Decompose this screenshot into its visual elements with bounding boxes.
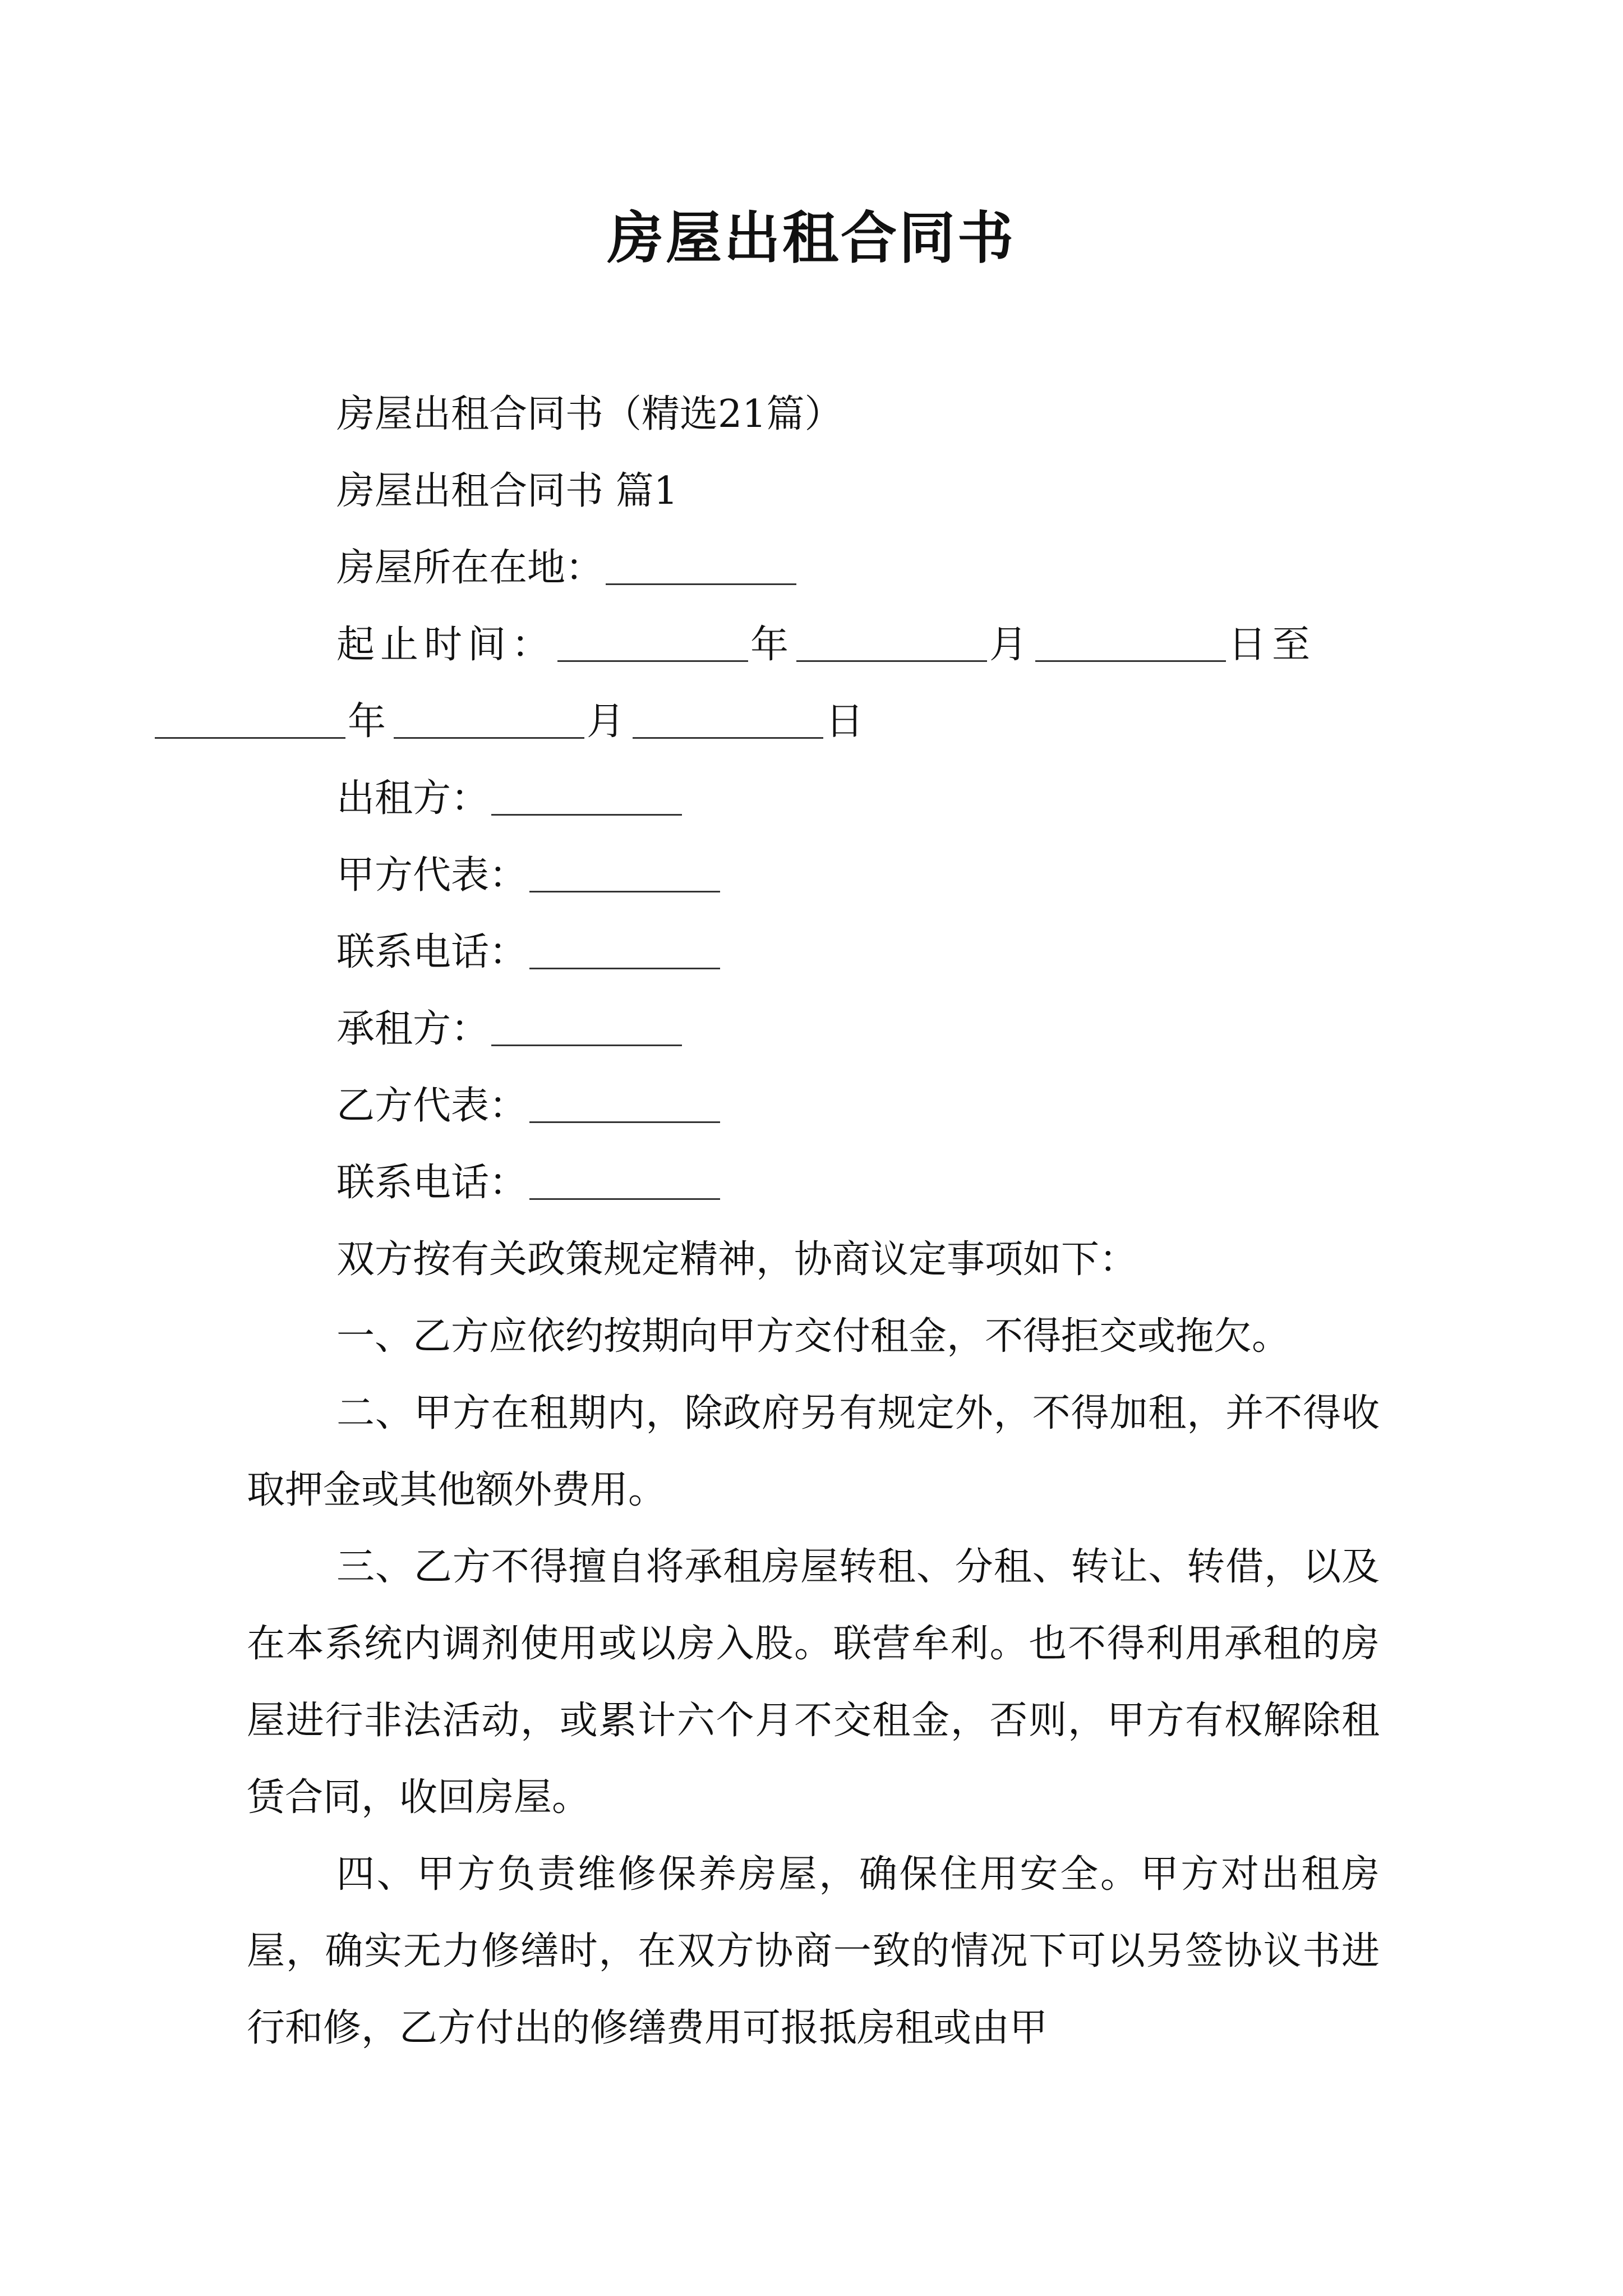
phone-b-blank [529, 1198, 720, 1200]
start-month-blank [796, 660, 987, 662]
start-year-blank [557, 660, 748, 662]
year-label-2: 年 [348, 700, 392, 744]
party-a-rep-label: 甲方代表： [336, 853, 528, 898]
lessee-label: 承租方： [336, 1007, 490, 1051]
party-b-rep-blank [529, 1121, 720, 1123]
day-to-label: 日至 [1228, 623, 1316, 667]
phone-a-label: 联系电话： [336, 930, 528, 974]
party-b-rep-label: 乙方代表： [336, 1084, 528, 1128]
phone-b-line [247, 1144, 1380, 1221]
phone-b-label: 联系电话： [336, 1161, 528, 1205]
clause-3: 三、乙方不得擅自将承租房屋转租、分租、转让、转借，以及在本系统内调剂使用或以房入股。联营牟利。也不得利用承租的房屋进行非法活动，或累计六个月不交租金，否则，甲方有权解除租赁合同，收回房屋。 [247, 1545, 1380, 1820]
article-heading: 房屋出租合同书 篇1 [336, 469, 678, 513]
start-day-blank [1035, 660, 1226, 662]
party-a-rep-blank [529, 890, 720, 892]
month-label: 月 [989, 623, 1034, 667]
lessee-line [247, 991, 1380, 1068]
document-body [247, 376, 1380, 2067]
location-label: 房屋所在在地： [336, 546, 604, 590]
party-b-rep-line [247, 1068, 1380, 1144]
intro-paragraph: 双方按有关政策规定精神，协商议定事项如下： [336, 1237, 1138, 1282]
location-blank [606, 583, 796, 585]
end-year-blank [155, 737, 345, 739]
location-line [247, 530, 1380, 606]
clause-4: 四、甲方负责维修保养房屋，确保住用安全。甲方对出租房屋，确实无力修缮时，在双方协商一致的情况下可以另签协议书进行和修，乙方付出的修缮费用可报抵房租或由甲 [247, 1852, 1380, 2050]
lessor-label: 出租方： [336, 776, 490, 821]
year-label: 年 [750, 623, 795, 667]
month-label-2: 月 [587, 700, 631, 744]
collection-line: 房屋出租合同书（精选21篇） [336, 392, 843, 436]
day-label: 日 [826, 700, 870, 744]
clause-1: 一、乙方应依约按期向甲方交付租金，不得拒交或拖欠。 [336, 1314, 1290, 1359]
phone-a-blank [529, 967, 720, 969]
end-month-blank [394, 737, 584, 739]
lessor-blank [491, 813, 682, 816]
period-line [247, 606, 1380, 760]
party-a-rep-line [247, 837, 1380, 914]
phone-a-line [247, 914, 1380, 991]
lessee-blank [491, 1044, 682, 1046]
lessor-line [247, 760, 1380, 837]
document-title: 房屋出租合同书 [607, 205, 1016, 271]
period-label: 起止时间： [336, 623, 556, 667]
end-day-blank [633, 737, 823, 739]
clause-2: 二、甲方在租期内，除政府另有规定外，不得加租，并不得收取押金或其他额外费用。 [247, 1391, 1380, 1512]
